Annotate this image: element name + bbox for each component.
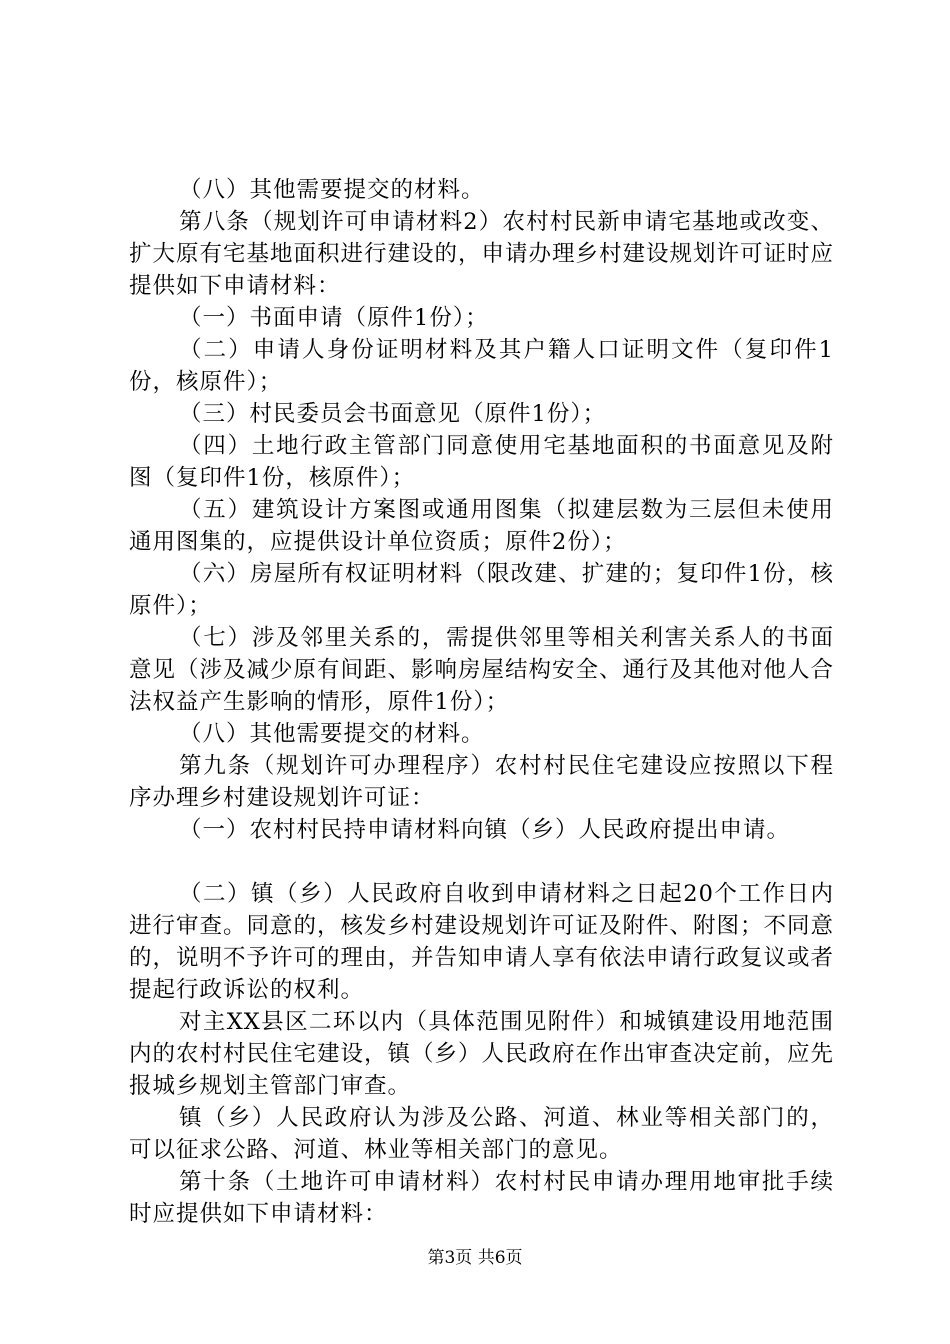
paragraph-article-9: 第九条（规划许可办理程序）农村村民住宅建设应按照以下程序办理乡村建设规划许可证： xyxy=(129,753,834,811)
paragraph-item-4: （四）土地行政主管部门同意使用宅基地面积的书面意见及附图（复印件1份，核原件）； xyxy=(129,433,834,491)
paragraph-consult-departments: 镇（乡）人民政府认为涉及公路、河道、林业等相关部门的，可以征求公路、河道、林业等相关部门的意见。 xyxy=(129,1105,834,1163)
paragraph-item-1: （一）书面申请（原件1份）； xyxy=(179,305,489,331)
paragraph-item-3: （三）村民委员会书面意见（原件1份）； xyxy=(179,401,607,427)
paragraph-item-8: （八）其他需要提交的材料。 xyxy=(179,721,485,747)
paragraph-spacer xyxy=(129,846,834,878)
paragraph-item-2: （二）申请人身份证明材料及其户籍人口证明文件（复印件1份，核原件）； xyxy=(129,337,834,395)
page-number-footer: 第3页 共6页 xyxy=(427,1248,523,1268)
paragraph-item-7: （七）涉及邻里关系的，需提供邻里等相关利害关系人的书面意见（涉及减少原有间距、影响房屋结构安全、通行及其他对他人合法权益产生影响的情形，原件1份）； xyxy=(129,625,835,715)
paragraph-article-10: 第十条（土地许可申请材料）农村村民申请办理用地审批手续时应提供如下申请材料： xyxy=(129,1169,834,1227)
paragraph-ring-road-scope: 对主XX县区二环以内（具体范围见附件）和城镇建设用地范围内的农村村民住宅建设，镇（乡）人民政府在作出审查决定前，应先报城乡规划主管部门审查。 xyxy=(129,1009,835,1099)
paragraph-article-8: 第八条（规划许可申请材料2）农村村民新申请宅基地或改变、扩大原有宅基地面积进行建设的，申请办理乡村建设规划许可证时应提供如下申请材料： xyxy=(129,209,835,299)
paragraph-procedure-2: （二）镇（乡）人民政府自收到申请材料之日起20个工作日内进行审查。同意的，核发乡村建设规划许可证及附件、附图；不同意的，说明不予许可的理由，并告知申请人享有依法申请行政复议或者提起行政诉讼的权利。 xyxy=(129,881,835,1003)
paragraph-item-8-other-materials: （八）其他需要提交的材料。 xyxy=(179,177,485,203)
document-body xyxy=(129,174,834,1230)
paragraph-item-6: （六）房屋所有权证明材料（限改建、扩建的；复印件1份，核原件）； xyxy=(129,561,834,619)
paragraph-procedure-1: （一）农村村民持申请材料向镇（乡）人民政府提出申请。 xyxy=(179,817,791,843)
paragraph-item-5: （五）建筑设计方案图或通用图集（拟建层数为三层但未使用通用图集的，应提供设计单位资质；原件2份）； xyxy=(129,497,834,555)
